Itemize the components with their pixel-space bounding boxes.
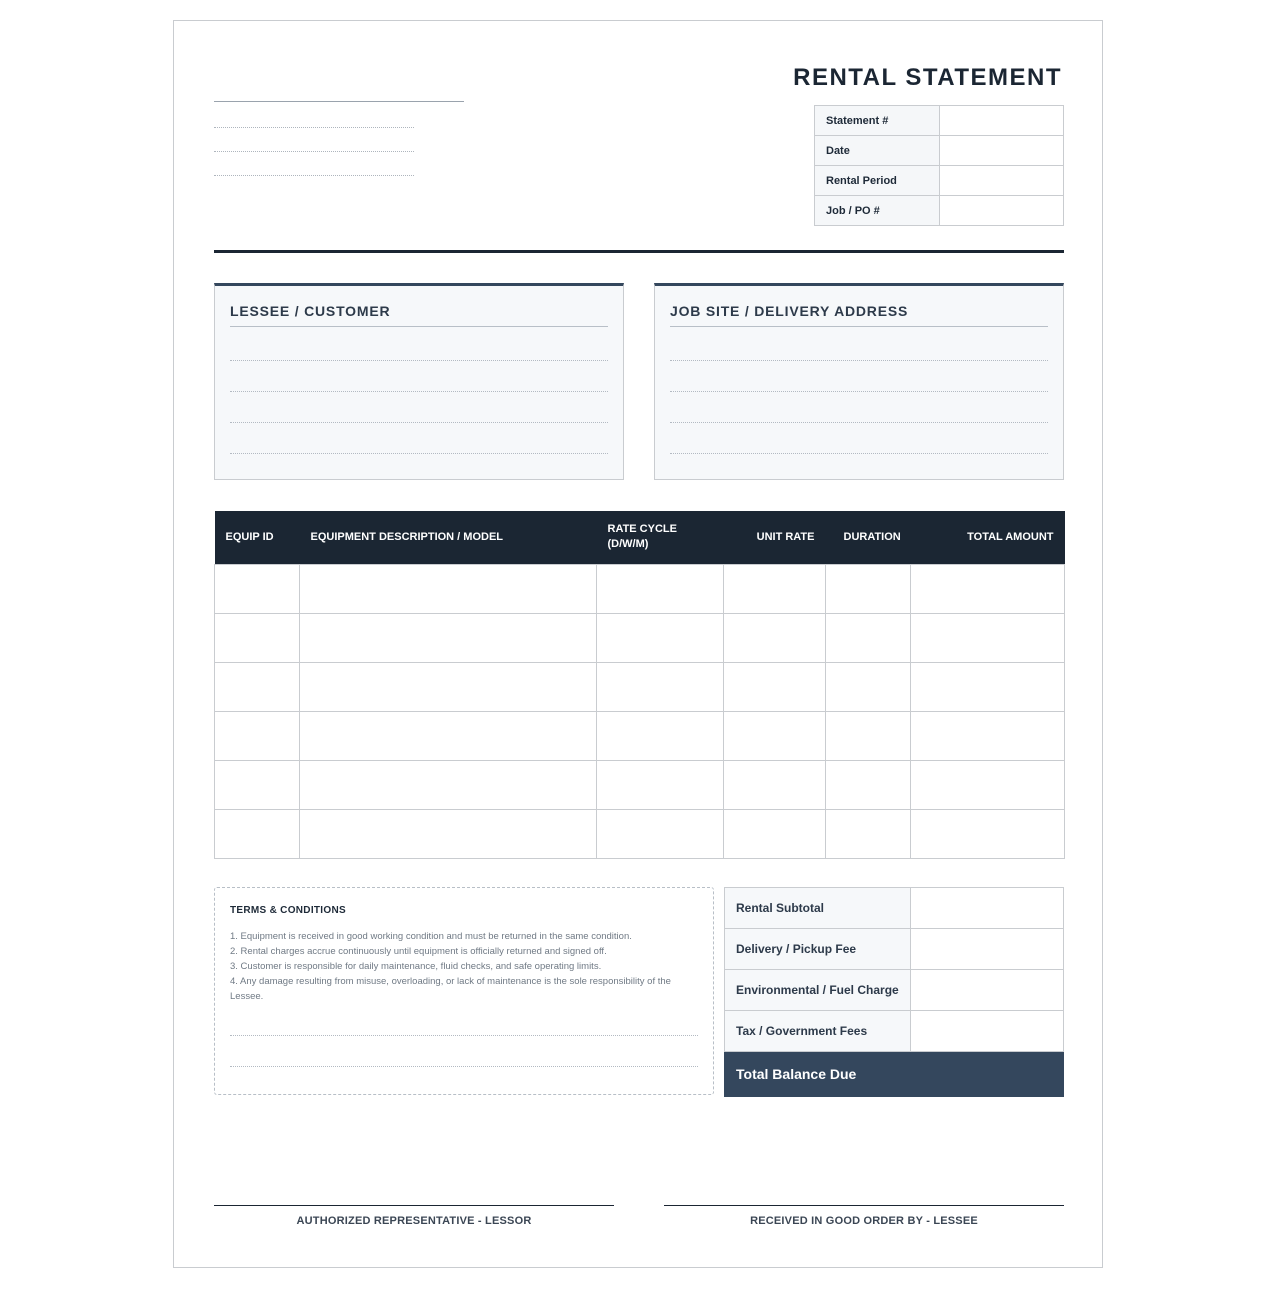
terms-item: 1. Equipment is received in good working condition and must be returned in the same condition. bbox=[230, 931, 632, 942]
terms-item: 3. Customer is responsible for daily maintenance, fluid checks, and safe operating limits. bbox=[230, 961, 602, 972]
equip-id-cell[interactable] bbox=[215, 711, 300, 760]
description-cell[interactable] bbox=[300, 809, 597, 858]
col-header-rate-cycle: RATE CYCLE (D/W/M) bbox=[597, 511, 724, 564]
statement-number-field[interactable] bbox=[940, 106, 1064, 136]
document-title: RENTAL STATEMENT bbox=[793, 64, 1062, 91]
duration-cell[interactable] bbox=[826, 711, 911, 760]
description-cell[interactable] bbox=[300, 760, 597, 809]
lessee-signature-line[interactable] bbox=[664, 1205, 1064, 1206]
header-divider bbox=[214, 250, 1064, 253]
job-site-line[interactable] bbox=[670, 360, 1048, 361]
meta-row bbox=[815, 136, 1064, 166]
lessee-line[interactable] bbox=[230, 453, 608, 454]
date-field[interactable] bbox=[940, 136, 1064, 166]
job-po-field[interactable] bbox=[940, 196, 1064, 226]
table-row bbox=[215, 662, 1065, 711]
totals-row bbox=[725, 929, 1064, 970]
table-row bbox=[215, 564, 1065, 613]
total-amount-cell[interactable] bbox=[911, 711, 1065, 760]
col-header-unit-rate: UNIT RATE bbox=[724, 511, 826, 564]
total-amount-cell[interactable] bbox=[911, 564, 1065, 613]
duration-cell[interactable] bbox=[826, 613, 911, 662]
terms-item: 4. Any damage resulting from misuse, overloading, or lack of maintenance is the sole responsibility of the Lessee. bbox=[230, 976, 671, 1002]
rate-cycle-cell[interactable] bbox=[597, 711, 724, 760]
terms-list bbox=[230, 929, 700, 1004]
job-site-line[interactable] bbox=[670, 422, 1048, 423]
grand-total-row bbox=[725, 1052, 1064, 1097]
heading-rule bbox=[230, 326, 608, 327]
duration-cell[interactable] bbox=[826, 662, 911, 711]
rental-period-field[interactable] bbox=[940, 166, 1064, 196]
rental-subtotal-field[interactable] bbox=[911, 888, 1064, 929]
lessee-signature-caption: RECEIVED IN GOOD ORDER BY - LESSEE bbox=[750, 1215, 978, 1227]
total-amount-cell[interactable] bbox=[911, 613, 1065, 662]
equip-id-cell[interactable] bbox=[215, 613, 300, 662]
terms-box bbox=[214, 887, 714, 1095]
totals-row bbox=[725, 1011, 1064, 1052]
notes-line[interactable] bbox=[230, 1035, 698, 1036]
company-address-line bbox=[214, 127, 414, 128]
table-row bbox=[215, 809, 1065, 858]
rate-cycle-cell[interactable] bbox=[597, 662, 724, 711]
totals-row bbox=[725, 970, 1064, 1011]
totals-label: Environmental / Fuel Charge bbox=[725, 970, 911, 1011]
unit-rate-cell[interactable] bbox=[724, 564, 826, 613]
company-address-line bbox=[214, 151, 414, 152]
meta-row bbox=[815, 196, 1064, 226]
equipment-table bbox=[214, 511, 1065, 859]
totals-label: Rental Subtotal bbox=[725, 888, 911, 929]
terms-item: 2. Rental charges accrue continuously until equipment is officially returned and signed off. bbox=[230, 946, 607, 957]
meta-label: Job / PO # bbox=[815, 196, 940, 226]
grand-total-label: Total Balance Due bbox=[725, 1052, 911, 1097]
totals-row bbox=[725, 888, 1064, 929]
duration-cell[interactable] bbox=[826, 809, 911, 858]
duration-cell[interactable] bbox=[826, 760, 911, 809]
col-header-equip-id: EQUIP ID bbox=[215, 511, 300, 564]
company-contact-line bbox=[214, 175, 414, 176]
lessee-box bbox=[214, 283, 624, 480]
description-cell[interactable] bbox=[300, 564, 597, 613]
statement-meta-table bbox=[814, 105, 1064, 226]
col-header-description: EQUIPMENT DESCRIPTION / MODEL bbox=[300, 511, 597, 564]
job-site-line[interactable] bbox=[670, 391, 1048, 392]
description-cell[interactable] bbox=[300, 613, 597, 662]
table-row bbox=[215, 711, 1065, 760]
delivery-fee-field[interactable] bbox=[911, 929, 1064, 970]
equip-id-cell[interactable] bbox=[215, 760, 300, 809]
total-amount-cell[interactable] bbox=[911, 662, 1065, 711]
lessor-signature-line[interactable] bbox=[214, 1205, 614, 1206]
total-amount-cell[interactable] bbox=[911, 760, 1065, 809]
table-row bbox=[215, 613, 1065, 662]
rate-cycle-cell[interactable] bbox=[597, 760, 724, 809]
description-cell[interactable] bbox=[300, 711, 597, 760]
equip-id-cell[interactable] bbox=[215, 662, 300, 711]
meta-label: Statement # bbox=[815, 106, 940, 136]
rate-cycle-cell[interactable] bbox=[597, 809, 724, 858]
lessee-line[interactable] bbox=[230, 360, 608, 361]
meta-row bbox=[815, 166, 1064, 196]
job-site-line[interactable] bbox=[670, 453, 1048, 454]
unit-rate-cell[interactable] bbox=[724, 809, 826, 858]
rental-statement-page bbox=[173, 20, 1103, 1268]
meta-label: Rental Period bbox=[815, 166, 940, 196]
unit-rate-cell[interactable] bbox=[724, 662, 826, 711]
grand-total-field[interactable] bbox=[911, 1052, 1064, 1097]
environmental-charge-field[interactable] bbox=[911, 970, 1064, 1011]
lessee-heading: LESSEE / CUSTOMER bbox=[230, 303, 391, 319]
meta-row bbox=[815, 106, 1064, 136]
lessee-line[interactable] bbox=[230, 391, 608, 392]
col-header-total-amount: TOTAL AMOUNT bbox=[911, 511, 1065, 564]
col-header-duration: DURATION bbox=[826, 511, 911, 564]
totals-label: Delivery / Pickup Fee bbox=[725, 929, 911, 970]
rate-cycle-cell[interactable] bbox=[597, 564, 724, 613]
terms-heading: TERMS & CONDITIONS bbox=[230, 905, 346, 916]
table-row bbox=[215, 760, 1065, 809]
notes-line[interactable] bbox=[230, 1066, 698, 1067]
equip-id-cell[interactable] bbox=[215, 564, 300, 613]
equip-id-cell[interactable] bbox=[215, 809, 300, 858]
table-header-row bbox=[215, 511, 1065, 564]
unit-rate-cell[interactable] bbox=[724, 760, 826, 809]
unit-rate-cell[interactable] bbox=[724, 711, 826, 760]
duration-cell[interactable] bbox=[826, 564, 911, 613]
tax-fees-field[interactable] bbox=[911, 1011, 1064, 1052]
rate-cycle-cell[interactable] bbox=[597, 613, 724, 662]
company-name-line bbox=[214, 101, 464, 102]
unit-rate-cell[interactable] bbox=[724, 613, 826, 662]
totals-label: Tax / Government Fees bbox=[725, 1011, 911, 1052]
meta-label: Date bbox=[815, 136, 940, 166]
lessor-signature-caption: AUTHORIZED REPRESENTATIVE - LESSOR bbox=[296, 1215, 532, 1227]
lessee-line[interactable] bbox=[230, 422, 608, 423]
totals-table bbox=[724, 887, 1064, 1097]
job-site-heading: JOB SITE / DELIVERY ADDRESS bbox=[670, 303, 909, 319]
job-site-box bbox=[654, 283, 1064, 480]
heading-rule bbox=[670, 326, 1048, 327]
description-cell[interactable] bbox=[300, 662, 597, 711]
total-amount-cell[interactable] bbox=[911, 809, 1065, 858]
